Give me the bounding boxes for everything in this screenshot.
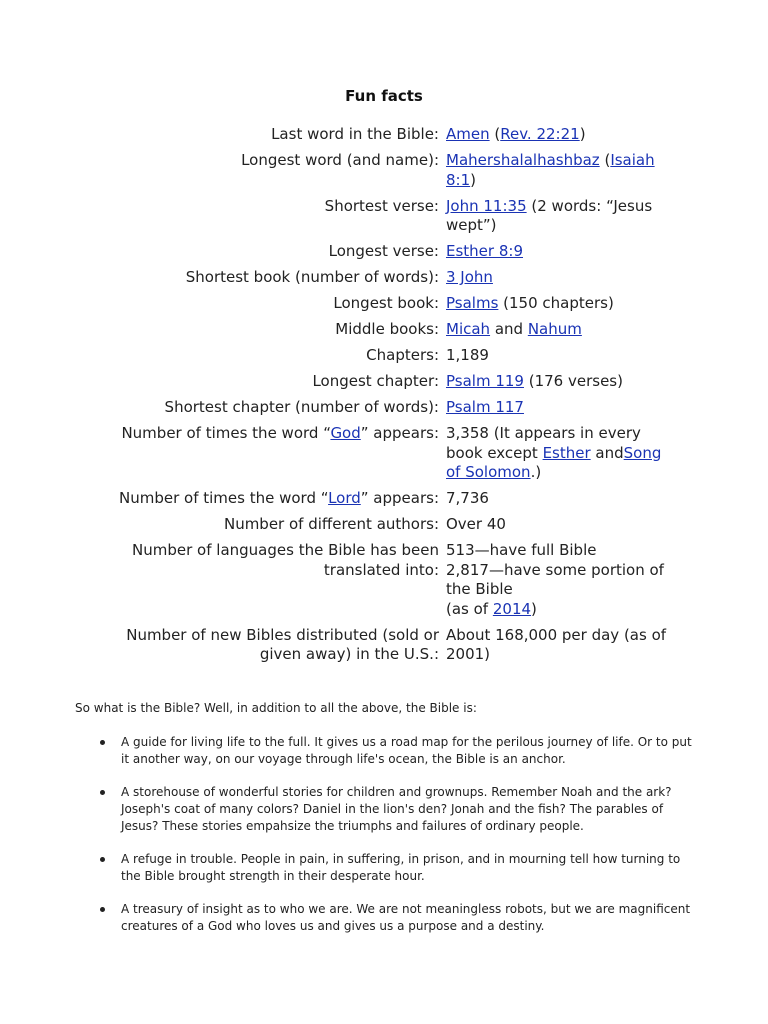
list-item [75,784,695,835]
fact-label: Number of languages the Bible has been translated into: [132,541,439,579]
fact-row [100,320,678,346]
reference-link[interactable]: Esther 8:9 [446,242,523,260]
fact-value [446,346,678,372]
reference-link[interactable]: Micah [446,320,491,338]
reference-link[interactable]: Esther [542,443,591,462]
reference-link[interactable]: Song of Solomon [446,443,662,481]
fact-row [100,515,678,541]
fact-value [446,424,678,489]
fact-text: ” appears: [360,489,439,507]
fact-value [446,320,678,346]
fact-row [100,294,678,320]
fact-label: Longest word (and name): [241,151,439,169]
fact-row [100,242,678,268]
fact-value [446,541,678,626]
fact-value [446,489,678,515]
list-item [75,851,695,885]
fact-text: Number of times the word “ [119,489,329,507]
fact-value [446,268,678,294]
reference-link[interactable]: God [330,424,361,442]
fact-value [446,515,678,541]
fact-value [446,151,678,197]
fact-value [446,626,678,672]
fact-label [100,489,446,515]
fact-text: 7,736 [446,489,489,507]
fact-text: ) [470,170,476,189]
fact-text: 513—have full Bible [446,541,597,559]
fact-text: (2 words: “Jesus wept”) [446,196,653,234]
reference-link[interactable]: Psalm 117 [446,398,524,416]
fact-text: Over 40 [446,515,506,533]
reference-link[interactable]: Psalm 119 [446,372,524,390]
fact-value [446,242,678,268]
bullet-icon [100,907,105,912]
fact-text: and [590,443,624,462]
fact-value [446,125,678,151]
fact-row [100,125,678,151]
fact-row [100,489,678,515]
fact-label: Longest book: [333,294,439,312]
list-item [75,734,695,768]
fact-row [100,372,678,398]
fact-row [100,424,678,489]
fact-label: Chapters: [366,346,439,364]
fact-label: Longest verse: [328,242,439,260]
fact-text: ” appears: [360,424,439,442]
list-item-text: A storehouse of wonderful stories for children and grownups. Remember Noah and the ark? Joseph's coat of many colors? Daniel in the lion's den? Jonah and the fish? The parables of Jesus? These stories empahsize the triumphs and failures of ordinary people. [121,785,672,833]
bullet-icon [100,857,105,862]
bullet-icon [100,740,105,745]
fact-text: ( [599,151,611,169]
fact-row [100,197,678,243]
list-item-text: A refuge in trouble. People in pain, in suffering, in prison, and in mourning tell how turning to the Bible brought strength in their desperate hour. [121,852,681,883]
fact-text: 3,358 (It appears in every book except [446,424,641,462]
fact-label: Last word in the Bible: [271,125,439,143]
fact-row [100,398,678,424]
fact-text: Number of times the word “ [121,424,331,442]
fact-row [100,346,678,372]
fact-text: ( [489,125,501,143]
fact-label: Shortest chapter (number of words): [164,398,439,416]
reference-link[interactable]: Mahershalalhashbaz [446,151,600,169]
fact-text: (176 verses) [523,372,623,390]
fact-label: Middle books: [335,320,439,338]
fact-label: Shortest verse: [324,196,439,215]
fact-text: ) [531,599,537,618]
reference-link[interactable]: Psalms [446,294,499,312]
reference-link[interactable]: 3 John [446,268,493,286]
page-title: Fun facts [345,87,423,105]
fact-text: About 168,000 per day (as of 2001) [446,625,667,663]
fact-row [100,541,678,626]
fact-value [446,197,678,243]
bible-description-list [75,734,695,951]
fact-value [446,372,678,398]
fact-text: (as of [446,599,493,618]
fact-label: Longest chapter: [312,372,439,390]
fact-value [446,294,678,320]
reference-link[interactable]: Nahum [527,320,582,338]
fact-text: ) [579,125,586,143]
fact-label [100,424,446,489]
list-item [75,901,695,935]
reference-link[interactable]: 2014 [492,599,532,618]
fact-row [100,151,678,197]
intro-paragraph: So what is the Bible? Well, in addition to all the above, the Bible is: [75,701,477,715]
reference-link[interactable]: Lord [328,489,361,507]
fact-text: (150 chapters) [498,294,614,312]
list-item-text: A treasury of insight as to who we are. We are not meaningless robots, but we are magnificent creatures of a God who loves us and gives us a purpose and a destiny. [121,902,691,933]
reference-link[interactable]: Amen [446,125,490,143]
fact-label: Number of different authors: [223,515,439,533]
reference-link[interactable]: Isaiah 8:1 [446,151,655,189]
fact-text: .) [530,463,542,481]
fact-label: Shortest book (number of words): [185,268,439,286]
reference-link[interactable]: Rev. 22:21 [500,125,580,143]
fact-label: Number of new Bibles distributed (sold or given away) in the U.S.: [126,625,439,663]
fact-row [100,626,678,672]
fact-row [100,268,678,294]
fact-text: 1,189 [446,346,489,364]
list-item-text: A guide for living life to the full. It gives us a road map for the perilous journey of life. Or to put it another way, on our voyage through life's ocean, the Bible is an anchor. [121,735,692,766]
bullet-icon [100,790,105,795]
fun-facts-table [100,125,678,671]
fact-text: 2,817—have some portion of the Bible [446,560,664,598]
fact-text: and [490,320,528,338]
fact-value [446,398,678,424]
reference-link[interactable]: John 11:35 [446,196,527,215]
